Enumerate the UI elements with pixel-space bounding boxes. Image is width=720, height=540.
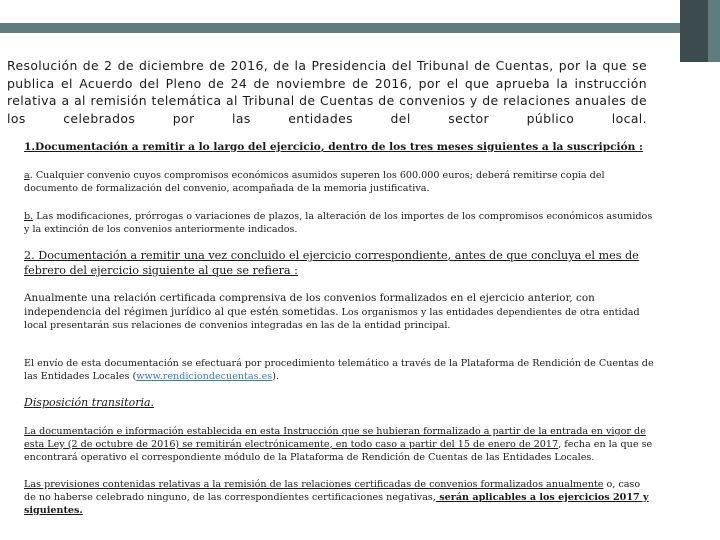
header-corner-accent bbox=[708, 0, 720, 62]
section2-para1-main: Anualmente una relación certificada comprensiva de los convenios formalizados en el ejercicio anterior, con independencia del régimen jurídico al que estén sometidas. bbox=[24, 292, 595, 318]
section1-item-b bbox=[24, 211, 654, 237]
section1-heading bbox=[24, 141, 654, 154]
section2-heading-text: 2. Documentación a remitir una vez concluido el ejercicio correspondiente, antes de que concluya el mes de febrero del ejercicio siguiente al que se refiera : bbox=[24, 249, 639, 277]
transitoria-heading-text: Disposición transitoria. bbox=[24, 396, 155, 409]
transitoria-para1-rest: , fecha en la que se encontrará operativo el correspondiente módulo de la Plataforma de Rendición de Cuentas de las Entidades Locales. bbox=[24, 438, 653, 463]
section2-para2-after: ). bbox=[272, 370, 280, 382]
section1-heading-text: 1.Documentación a remitir a lo largo del ejercicio, dentro de los tres meses siguientes a la suscripción : bbox=[24, 141, 643, 153]
header-corner-block bbox=[680, 0, 720, 62]
transitoria-para2-middle: o, caso de no haberse celebrado ninguno, de las correspondientes certificaciones negativas, bbox=[24, 479, 641, 503]
item-b-text: Las modificaciones, prórrogas o variaciones de plazos, la alteración de los importes de los compromisos económicos asumidos y la extinción de los convenios anteriormente indicados. bbox=[24, 211, 653, 235]
item-b-letter: b. bbox=[24, 211, 34, 222]
transitoria-paragraph-1 bbox=[24, 426, 654, 464]
header-bar bbox=[0, 23, 720, 33]
section2-paragraph-1 bbox=[24, 292, 654, 332]
slide-header-band bbox=[0, 0, 720, 23]
transitoria-paragraph-2 bbox=[24, 479, 654, 517]
slide-title: Resolución de 2 de diciembre de 2016, de la Presidencia del Tribunal de Cuentas, por la que se publica el Acuerdo del Pleno de 24 de noviembre de 2016, por el que aprueba la instrucción relativa a al remisión telemática al Tribunal de Cuentas de convenios y de relaciones anuales de los celebrados por las entidades del sector público local. bbox=[7, 58, 647, 126]
item-a-text: . Cualquier convenio cuyos compromisos económicos asumidos superen los 600.000 euros; deberá remitirse copia del documento de formalización del convenio, acompañada de la memoria justificativa. bbox=[24, 170, 605, 194]
section1-item-a bbox=[24, 170, 654, 196]
transitoria-para2-bold: serán aplicables a los ejercicios 2017 y siguientes. bbox=[24, 491, 649, 516]
section2-heading bbox=[24, 249, 654, 279]
rendicion-link[interactable]: www.rendiciondecuentas.es bbox=[136, 370, 273, 382]
item-a-letter: a bbox=[24, 170, 30, 181]
section2-para2-before: El envío de esta documentación se efectuará por procedimiento telemático a través de la Plataforma de Rendición de Cuentas de las Entidades Locales ( bbox=[24, 358, 654, 382]
section2-paragraph-2 bbox=[24, 358, 654, 384]
transitoria-heading bbox=[24, 397, 654, 411]
transitoria-para2-underlined: Las previsiones contenidas relativas a la remisión de las relaciones certificadas de convenios formalizados anualmente bbox=[24, 479, 604, 490]
section2-para1-small: Los organismos y las entidades dependientes de otra entidad local presentarán sus relaciones de convenios integradas en las de la entidad principal. bbox=[24, 306, 640, 331]
transitoria-para1-underlined: La documentación e información establecida en esta Instrucción que se hubieran formalizado a partir de la entrada en vigor de esta Ley (2 de octubre de 2016) se remitirán electrónicamente, en todo caso a partir del 15 de enero de 2017 bbox=[24, 426, 646, 450]
